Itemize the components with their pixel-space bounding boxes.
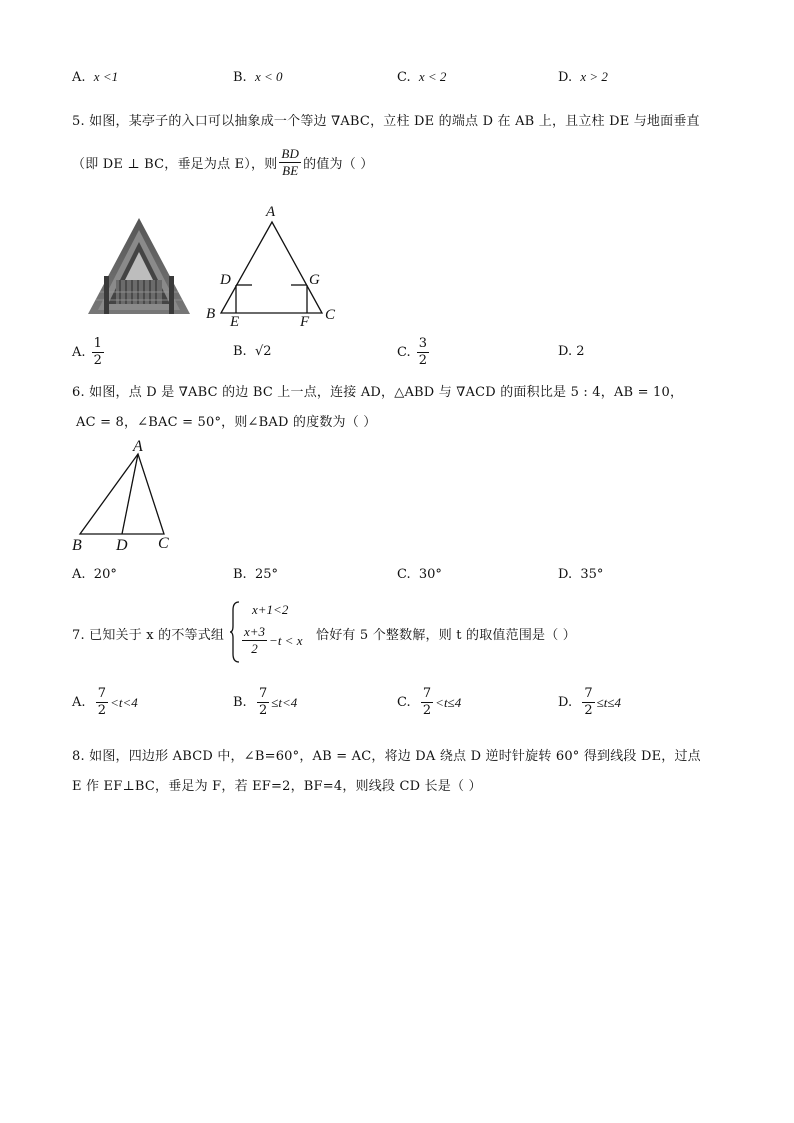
q6-label-d: D: [116, 537, 128, 554]
q5-fraction: [279, 146, 301, 179]
q5-option-b: B. √2: [233, 344, 272, 359]
q7-stem-post: 恰好有 5 个整数解，则 t 的取值范围是（ ）: [316, 628, 576, 643]
triangle-abc-q6: [80, 454, 164, 534]
q7-system-line2: [240, 624, 302, 657]
pavilion-photo: [86, 216, 192, 316]
q6-stem-line2: AC = 8，∠BAC = 50°，则∠BAD 的度数为（ ）: [76, 415, 377, 430]
q5-line2-pre: （即 DE ⊥ BC，垂足为点 E），则: [72, 157, 278, 172]
q4-option-a: A. x <1: [72, 69, 119, 85]
q5-option-a: A. $\frac{1}{2}$: [72, 336, 102, 368]
label-b: B: [206, 306, 216, 322]
q7-option-c: C. $\frac{7}{2}$ <t≤4: [397, 686, 462, 718]
q6-label-b: B: [72, 537, 82, 554]
q6-triangle-figure: [70, 438, 190, 558]
label-e: E: [230, 314, 240, 330]
q7-option-a: A. $\frac{7}{2}$ <t<4: [72, 686, 138, 718]
q5-stem-line1: 5. 如图，某亭子的入口可以抽象成一个等边 ∇ABC，立柱 DE 的端点 D 在 AB 上，且立柱 DE 与地面垂直: [72, 114, 700, 129]
q6-stem-line1: 6. 如图，点 D 是 ∇ABC 的边 BC 上一点，连接 AD，△ABD 与 ∇ACD 的面积比是 5 : 4，AB = 10，: [72, 385, 684, 400]
q7-system-line1: x+1<2: [252, 602, 289, 617]
q7-option-d: D. $\frac{7}{2}$ ≤t≤4: [558, 686, 622, 718]
q5-option-d: D. 2: [558, 344, 585, 359]
q4-option-d: D. x > 2: [558, 69, 608, 85]
q5-frac-num: BD: [281, 146, 300, 161]
q6-label-a: A: [133, 438, 143, 455]
q7-sys-line2-post: −t < x: [269, 632, 303, 648]
q4-option-c: C. x < 2: [397, 69, 447, 85]
q7-option-b: B. $\frac{7}{2}$ ≤t<4: [233, 686, 298, 718]
q6-options: [0, 567, 794, 587]
label-c: C: [325, 307, 336, 323]
q6-option-d: D. 35°: [558, 567, 604, 582]
q7-stem-pre: 7. 已知关于 x 的不等式组: [72, 628, 225, 643]
label-f: F: [300, 314, 310, 330]
label-d: D: [220, 272, 231, 288]
q4-options: [0, 69, 794, 89]
q5-options: [0, 336, 794, 374]
q6-option-c: C. 30°: [397, 567, 442, 582]
q5-line2-post: 的值为（ ）: [303, 157, 374, 172]
q6-option-b: B. 25°: [233, 567, 278, 582]
q7-options: [0, 686, 794, 724]
q7-sys-frac-den: 2: [251, 641, 258, 656]
q6-option-a: A. 20°: [72, 567, 117, 582]
q8-stem-line2: E 作 EF⊥BC，垂足为 F，若 EF=2，BF=4，则线段 CD 长是（ ）: [72, 779, 482, 794]
q5-option-c: C. $\frac{3}{2}$: [397, 336, 428, 368]
label-g: G: [309, 272, 320, 288]
q5-stem-line2: [72, 146, 373, 179]
label-a: A: [266, 204, 276, 220]
q6-label-c: C: [158, 535, 169, 552]
q4-option-b: B. x < 0: [233, 69, 283, 85]
q7-sys-frac-num: x+3: [244, 624, 266, 639]
q5-frac-den: BE: [282, 163, 299, 178]
q8-stem-line1: 8. 如图，四边形 ABCD 中，∠B=60°，AB = AC，将边 DA 绕点 D 逆时针旋转 60° 得到线段 DE，过点: [72, 749, 701, 764]
